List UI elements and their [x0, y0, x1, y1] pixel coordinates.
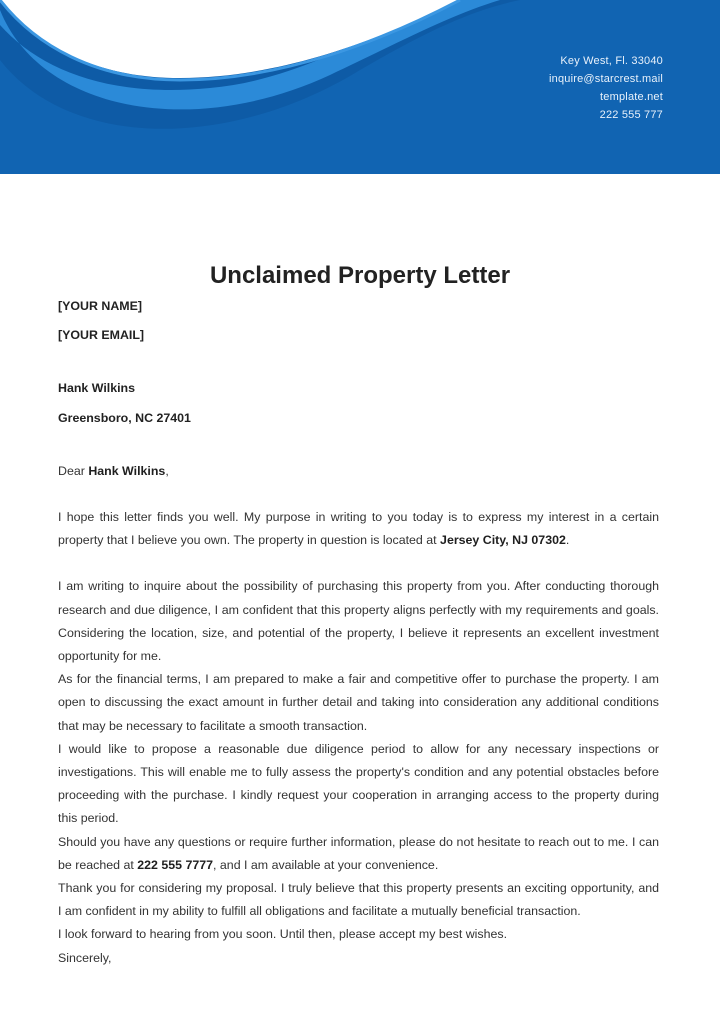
salutation: Dear Hank Wilkins, — [58, 463, 169, 478]
paragraph-intro: I hope this letter finds you well. My purpose in writing to you today is to express my interest in a certain property that I believe you own. The property in question is located at Jersey City, NJ 07302. — [58, 510, 659, 548]
contact-address: Key West, Fl. 33040 — [560, 55, 663, 67]
contact-phone: 222 555 777 — [599, 109, 663, 121]
contact-email: inquire@starcrest.mail — [549, 73, 663, 85]
contact-website: template.net — [600, 91, 663, 103]
paragraph-inquiry: I am writing to inquire about the possibility of purchasing this property from you. After conducting thorough research and due diligence, I am confident that this property aligns perfectly with my requirements and goals. Considering the location, size, and potential of the property, I believe it represents an excellent investment opportunity for me. — [58, 579, 659, 664]
letter-body — [58, 295, 659, 970]
paragraph-due-diligence: I would like to propose a reasonable due diligence period to allow for any necessary inspections or investigations. This will enable me to fully assess the property's condition and any potential obstacles before proceeding with the purchase. I kindly request your cooperation in arranging access to the property during this period. — [58, 741, 659, 826]
salutation-name: Hank Wilkins — [88, 463, 166, 478]
property-location: Jersey City, NJ 07302 — [440, 533, 566, 548]
recipient-name: Hank Wilkins — [58, 381, 136, 396]
contact-phone-number: 222 555 7777 — [137, 857, 214, 872]
sender-name: [YOUR NAME] — [58, 299, 142, 313]
letterhead-banner — [0, 0, 720, 174]
paragraph-contact: Should you have any questions or require further information, please do not hesitate to reach out to me. I can be reached at 222 555 7777, and I am available at your convenience. — [58, 834, 659, 872]
paragraph-closing-wishes: I look forward to hearing from you soon. Until then, please accept my best wishes. — [58, 927, 508, 942]
paragraph-financial: As for the financial terms, I am prepared to make a fair and competitive offer to purchase the property. I am open to discussing the exact amount in further detail and taking into consideration any additional conditions that may be necessary to facilitate a smooth transaction. — [58, 672, 659, 733]
recipient-address: Greensboro, NC 27401 — [58, 410, 191, 425]
sender-email: [YOUR EMAIL] — [58, 328, 145, 343]
contact-block — [549, 52, 663, 124]
letter-title: Unclaimed Property Letter — [209, 262, 511, 289]
closing-sincerely: Sincerely, — [58, 950, 112, 965]
paragraph-thanks: Thank you for considering my proposal. I truly believe that this property presents an exciting opportunity, and I am confident in my ability to fulfill all obligations and facilitate a mutually beneficial transaction. — [58, 881, 659, 919]
